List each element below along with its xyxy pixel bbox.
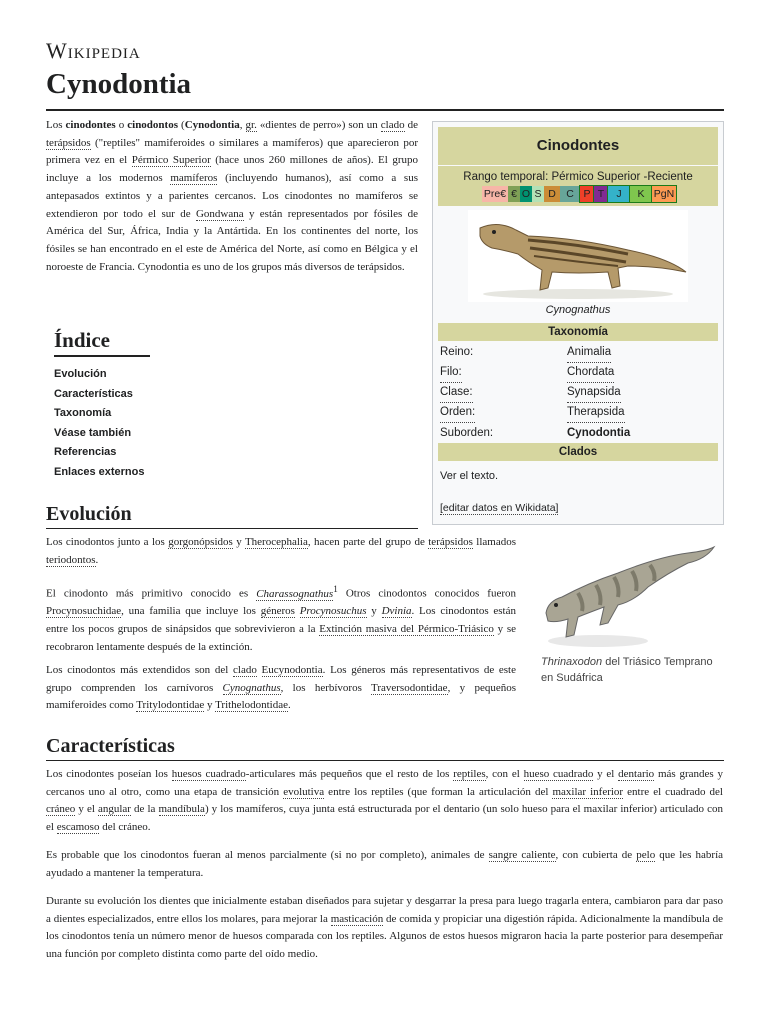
clados-text: Ver el texto.: [440, 470, 499, 482]
inline-link[interactable]: Trithelodontidae: [215, 699, 289, 712]
text-run: y el: [75, 803, 98, 816]
text-run: de la: [130, 803, 159, 816]
text-run: Los: [46, 119, 66, 131]
inline-link[interactable]: Procynosuchidae: [46, 605, 122, 618]
toc-item-vease-tambien[interactable]: Véase también: [54, 426, 132, 439]
bold-term: Cynodontia: [184, 119, 240, 131]
clados-heading: Clados: [438, 443, 718, 461]
toc-item-caracteristicas[interactable]: Características: [54, 387, 133, 400]
text-run: y: [232, 536, 245, 548]
period-1[interactable]: €: [508, 186, 520, 202]
inline-link[interactable]: mamíferos: [170, 172, 218, 185]
text-run: El cinodonto más primitivo conocido es: [46, 587, 257, 600]
period-10[interactable]: PgN: [653, 188, 675, 200]
taxonomy-row: [440, 402, 718, 422]
text-run: Los cinodontes poseían los: [46, 768, 172, 780]
geologic-timeline: [482, 186, 676, 202]
section-rule: [46, 528, 418, 529]
text-run: Los cinodontos más extendidos son del: [46, 664, 233, 676]
text-run: , los herbívoros: [280, 681, 371, 694]
rank-label[interactable]: Orden:: [440, 402, 475, 423]
text-run: Durante su evolución los dientes que inicialmente estaban diseñados para sujetar y desgarrar la presa para luego tragarla entera, cambiaron para dar paso a dientes especializados, entre ellos los molares, para mejorar la: [46, 895, 723, 925]
toc-item-referencias[interactable]: Referencias: [54, 446, 117, 458]
temporal-range-label: Rango temporal: Pérmico Superior -Reciente: [463, 171, 693, 183]
text-run: -articulares más pequeños que el resto de los: [245, 768, 454, 780]
text-run: (: [178, 119, 185, 131]
inline-link[interactable]: gorgonópsidos: [168, 536, 233, 548]
text-run: y: [204, 699, 216, 712]
text-run: que les habría ayudado a mantener la temperatura.: [46, 849, 724, 879]
text-run: y: [366, 605, 382, 618]
inline-link[interactable]: evolutiva: [283, 785, 325, 798]
period-9[interactable]: K: [630, 186, 652, 202]
text-run: , una familia que incluye los: [121, 605, 261, 618]
taxobox: [432, 121, 724, 525]
toc-item-enlaces-externos[interactable]: Enlaces externos: [54, 465, 145, 478]
caracteristicas-paragraph-2: [46, 847, 723, 882]
footnote-ref[interactable]: 1: [333, 584, 338, 594]
text-run: «dientes de perro») son un: [256, 119, 381, 131]
text-run: [257, 664, 262, 676]
inline-link[interactable]: Gondwana: [195, 207, 244, 220]
text-run: , y pequeños mamiferoides como: [46, 681, 516, 712]
inline-link[interactable]: maxilar inferior: [552, 785, 624, 798]
inline-link[interactable]: Tritylodontidae: [136, 699, 205, 712]
table-of-contents: [54, 328, 174, 482]
text-run: ,: [239, 119, 246, 131]
section-heading-caracteristicas: Características: [46, 735, 175, 757]
text-run: entre los reptiles (que forman la articulación del: [324, 785, 553, 798]
evolucion-paragraph-2: [46, 581, 516, 656]
section-heading-evolucion: Evolución: [46, 503, 132, 525]
rank-label: Reino:: [440, 346, 474, 358]
text-run: de comida y propiciar una digestión rápida. Adicionalmente la mandíbula de los cinodontos tenía un número menor de huesos comparada con los reptiles. Algunos de estos huesos migraron hacia la parte posterior para desempeñar una función por completo distinta como parte del oído medio.: [46, 912, 723, 961]
title-rule: [46, 109, 724, 111]
text-run: de: [404, 119, 419, 131]
inline-link[interactable]: clado: [233, 664, 257, 676]
period-4[interactable]: D: [544, 186, 560, 202]
inline-link[interactable]: escamoso: [56, 821, 100, 834]
toc-heading: Índice: [54, 328, 150, 357]
text-run: [295, 605, 300, 617]
thrinaxodon-image[interactable]: [538, 543, 718, 651]
caracteristicas-paragraph-3: [46, 893, 723, 964]
edit-wikidata-link[interactable]: [editar datos en Wikidata]: [440, 502, 559, 514]
rank-value[interactable]: Therapsida: [567, 402, 625, 423]
taxonomy-row: [440, 423, 718, 443]
rank-value[interactable]: Animalia: [567, 342, 611, 363]
caption-taxon[interactable]: Thrinaxodon: [541, 656, 603, 668]
caption-text: del Triásico Temprano en Sudáfrica: [541, 656, 713, 684]
inline-link[interactable]: pelo: [636, 849, 656, 861]
inline-link[interactable]: huesos cuadrado: [171, 768, 246, 780]
rank-value: Cynodontia: [567, 427, 631, 439]
thrinaxodon-caption: [541, 654, 721, 686]
inline-link[interactable]: Charassognathus: [256, 587, 334, 600]
inline-link[interactable]: Extinción masiva del Pérmico-Triásico: [319, 623, 494, 636]
text-run: , hacen parte del grupo de: [307, 536, 429, 548]
inline-link[interactable]: dentario: [618, 768, 655, 780]
text-run: Los cinodontos junto a los: [46, 536, 169, 548]
intro-paragraph: [46, 117, 418, 276]
bold-term: cinodontes: [65, 119, 116, 131]
taxonomy-row: [440, 382, 718, 402]
text-run: . Los géneros más representativos de este grupo comprenden los carnívoros: [46, 664, 516, 694]
toc-item-evolucion[interactable]: Evolución: [54, 368, 107, 380]
inline-link[interactable]: Traversodontidae: [370, 681, 448, 694]
period-6[interactable]: P: [580, 186, 594, 202]
taxonomy-heading: Taxonomía: [438, 323, 718, 341]
period-2[interactable]: O: [521, 188, 531, 200]
cynognathus-image[interactable]: [468, 210, 688, 302]
taxonomy-row: [440, 342, 718, 362]
text-run: . Los cinodontos están entre los pocos grupos de sinápsidos que sobrevivieron a la: [46, 605, 516, 636]
inline-link[interactable]: Procynosuchus: [299, 605, 367, 618]
evolucion-paragraph-1: [46, 534, 516, 569]
rank-label[interactable]: Clase:: [440, 382, 473, 403]
taxobox-title: Cinodontes: [438, 127, 718, 165]
inline-link[interactable]: cráneo: [46, 803, 76, 816]
text-run: (incluyendo humanos), así como a sus antepasados extintos y a parientes cercanos. Los cinodontes no mamíferos se extendieron por todo el sur de: [46, 172, 418, 220]
rank-value[interactable]: Synapsida: [567, 382, 621, 403]
text-run: (hace unos 260 millones de años). El grupo incluye a los modernos: [46, 154, 418, 185]
text-run: .: [95, 553, 99, 566]
text-run: y se recobraron lentamente después de la extinción.: [46, 623, 516, 653]
text-run: .: [288, 699, 291, 712]
text-run: entre el cuadrado del: [623, 785, 723, 798]
taxobox-image-caption: Cynognathus: [545, 304, 611, 316]
inline-link[interactable]: gr.: [245, 119, 257, 131]
inline-link[interactable]: Cynognathus: [222, 681, 281, 694]
text-run: Es probable que los cinodontos fueran al menos parcialmente (si no por completo), animales de: [46, 849, 489, 861]
rank-label: Suborden:: [440, 427, 494, 439]
inline-link[interactable]: teriodontos: [46, 553, 96, 566]
inline-link[interactable]: sangre caliente: [488, 849, 556, 861]
text-run: más grandes y cercanos uno al otro, como una etapa de transición: [46, 768, 723, 798]
evolucion-paragraph-3: [46, 662, 516, 715]
text-run: , con cubierta de: [555, 849, 637, 861]
text-run: del cráneo.: [99, 821, 151, 834]
inline-link[interactable]: angular: [97, 803, 131, 816]
inline-link[interactable]: Dvinia: [381, 605, 412, 618]
period-5[interactable]: C: [560, 186, 580, 202]
bold-term: cinodontos: [127, 119, 178, 131]
inline-link[interactable]: mandíbula: [158, 803, 205, 816]
text-run: , con el: [485, 768, 524, 780]
inline-link[interactable]: terápsidos: [46, 136, 91, 149]
rank-value[interactable]: Chordata: [567, 362, 614, 383]
inline-link[interactable]: géneros: [260, 605, 295, 618]
text-run: ) y los mamíferos, cuya junta está estructurada por el dentario (un solo hueso para el maxilar inferior) articulado con el: [46, 803, 723, 834]
text-run: y están representados por fósiles de América del Sur, África, India y la Antártida. En los continentes del norte, los fósiles se han encontrado en el este de América del Norte, así como en Bélgica y el noroeste de Francia. Cynodontia es uno de los grupos más diversos de terápsidos.: [46, 207, 418, 273]
period-0[interactable]: Pre€: [483, 188, 507, 200]
inline-link[interactable]: reptiles: [453, 768, 486, 780]
inline-link[interactable]: masticación: [330, 912, 384, 925]
period-8[interactable]: J: [608, 186, 630, 202]
text-run: y el: [593, 768, 619, 780]
section-rule: [46, 760, 724, 761]
wikipedia-wordmark[interactable]: Wikipedia: [46, 38, 141, 63]
page-title: Cynodontia: [46, 68, 192, 100]
text-run: Otros cinodontos conocidos fueron: [337, 587, 517, 600]
inline-link[interactable]: terápsidos: [428, 536, 473, 548]
text-run: ("reptiles" mamiferoides o similares a mamíferos) que aparecieron por primera vez en el: [46, 136, 418, 167]
caracteristicas-paragraph-1: [46, 766, 723, 837]
period-7[interactable]: T: [594, 186, 608, 202]
toc-item-taxonomia[interactable]: Taxonomía: [54, 407, 112, 419]
inline-link[interactable]: Therocephalia: [244, 536, 308, 548]
taxonomy-row: [440, 362, 718, 382]
rank-label[interactable]: Filo:: [440, 362, 462, 383]
period-3[interactable]: S: [532, 186, 544, 202]
text-run: llamados: [472, 536, 516, 548]
inline-link[interactable]: hueso cuadrado: [523, 768, 594, 780]
inline-link[interactable]: Pérmico Superior: [131, 154, 211, 167]
inline-link[interactable]: Eucynodontia: [261, 664, 323, 676]
inline-link[interactable]: clado: [380, 119, 405, 131]
text-run: o: [115, 119, 128, 131]
